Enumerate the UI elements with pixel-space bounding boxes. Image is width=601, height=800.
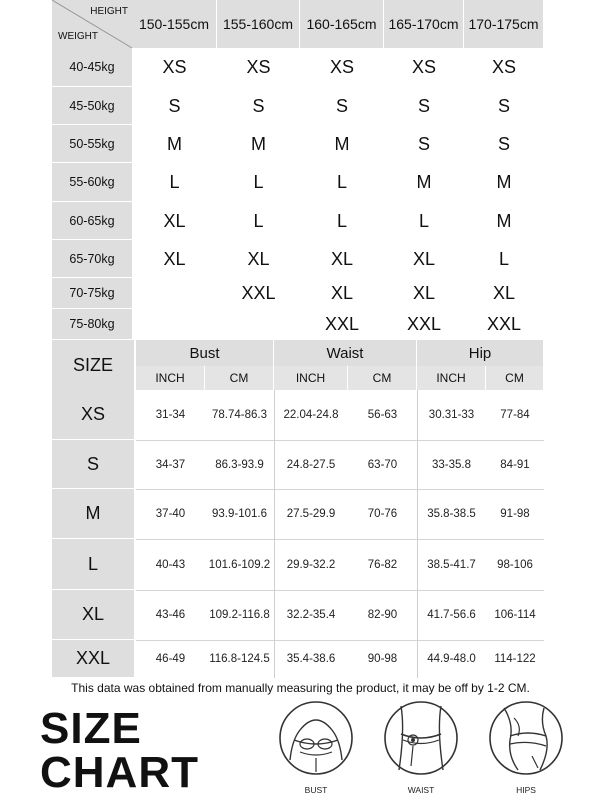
measurement-cell: 41.7-56.6 <box>427 609 476 621</box>
group-divider <box>417 390 418 678</box>
size-cell: XS <box>246 57 271 77</box>
size-cell: XS <box>491 57 516 77</box>
measurement-cell: 77-84 <box>500 409 530 421</box>
unit-sub-header: CM <box>205 366 273 390</box>
size-cell: XL <box>247 248 270 269</box>
corner-header-cell <box>52 0 132 48</box>
weight-row-header: 45-50kg <box>52 87 132 124</box>
size-cell: M <box>251 133 266 154</box>
size-row-header: M <box>52 489 134 538</box>
measure-group-header: Bust <box>136 340 273 366</box>
size-cell: S <box>335 95 348 116</box>
weight-row-header: 55-60kg <box>52 163 132 201</box>
weight-row-header: 75-80kg <box>52 309 132 339</box>
size-cell: S <box>417 133 430 154</box>
measurement-cell: 101.6-109.2 <box>208 558 271 571</box>
measurement-cell: 86.3-93.9 <box>215 458 264 471</box>
size-cell <box>217 309 300 340</box>
size-cell: M <box>416 172 432 192</box>
size-cell: XL <box>412 248 436 269</box>
height-axis-label: HEIGHT <box>90 6 128 17</box>
measurement-cell: 56-63 <box>367 409 398 421</box>
measurement-cell: 22.04-24.8 <box>283 409 339 421</box>
size-cell: XXL <box>241 283 276 303</box>
size-cell: M <box>496 210 512 231</box>
size-cell: S <box>497 133 510 154</box>
measurement-cell: 84-91 <box>500 458 530 471</box>
measurement-cell: 29.9-32.2 <box>286 558 336 571</box>
size-row-header: L <box>52 539 134 589</box>
hips-measure-icon <box>488 700 564 776</box>
size-cell: S <box>497 95 510 116</box>
size-cell: XL <box>330 248 354 269</box>
size-row-header: XXL <box>52 640 134 677</box>
measurement-cell: 27.5-29.9 <box>286 508 336 520</box>
weight-row-header: 65-70kg <box>52 240 132 277</box>
measurement-note: This data was obtained from manually measuring the product, it may be off by 1-2 CM. <box>71 681 530 695</box>
size-cell <box>132 309 217 340</box>
unit-sub-header: INCH <box>136 366 204 390</box>
size-cell: S <box>252 95 265 116</box>
size-cell: M <box>167 133 182 154</box>
row-divider <box>136 539 544 540</box>
waist-measure-icon <box>383 700 459 776</box>
measurement-cell: 32.2-35.4 <box>286 609 336 621</box>
size-cell: XL <box>163 248 186 269</box>
weight-row-header: 40-45kg <box>52 48 132 86</box>
size-chart-title-line1: SIZE <box>40 704 142 753</box>
row-divider <box>136 590 544 591</box>
height-column-header: 160-165cm <box>300 0 383 48</box>
measurement-cell: 91-98 <box>500 508 530 520</box>
waist-label: WAIST <box>407 785 435 795</box>
size-cell: XL <box>492 283 516 303</box>
measurement-cell: 44.9-48.0 <box>427 653 476 665</box>
unit-sub-header: CM <box>348 366 416 390</box>
size-cell: XL <box>330 283 354 303</box>
size-cell: XXL <box>324 314 360 334</box>
measurement-cell: 109.2-116.8 <box>209 609 270 621</box>
measurement-cell: 40-43 <box>155 558 186 571</box>
measurement-cell: 82-90 <box>367 609 398 621</box>
size-cell: S <box>168 95 181 116</box>
size-cell: XS <box>162 57 187 77</box>
measurement-cell: 98-106 <box>497 558 533 571</box>
size-cell: L <box>169 172 180 192</box>
measurement-cell: 46-49 <box>155 653 186 665</box>
size-cell: XL <box>163 210 186 231</box>
height-column-header: 170-175cm <box>464 0 543 48</box>
size-row-header: XS <box>52 390 134 439</box>
unit-sub-header: INCH <box>274 366 347 390</box>
measurement-cell: 63-70 <box>367 458 398 471</box>
measurement-cell: 34-37 <box>155 458 186 471</box>
weight-axis-label: WEIGHT <box>58 31 98 42</box>
measure-group-header: Hip <box>417 340 543 366</box>
size-cell: XXL <box>486 314 522 334</box>
size-header: SIZE <box>52 340 134 390</box>
size-cell: L <box>253 172 264 192</box>
unit-sub-header: INCH <box>417 366 485 390</box>
bust-measure-icon <box>278 700 354 776</box>
hips-label: HIPS <box>516 785 536 795</box>
size-row-header: XL <box>52 590 134 639</box>
size-cell: XL <box>412 283 436 303</box>
measurement-cell: 31-34 <box>155 409 186 421</box>
group-divider <box>274 390 275 678</box>
measurement-cell: 38.5-41.7 <box>427 558 476 571</box>
row-divider <box>136 489 544 490</box>
height-column-header: 155-160cm <box>217 0 299 48</box>
measurement-cell: 90-98 <box>367 653 398 665</box>
height-column-header: 150-155cm <box>132 0 216 48</box>
measurement-cell: 78.74-86.3 <box>212 409 267 421</box>
size-cell: L <box>336 210 347 231</box>
row-divider <box>136 440 544 441</box>
measure-group-header: Waist <box>274 340 416 366</box>
measurement-cell: 35.8-38.5 <box>427 508 476 520</box>
measurement-table <box>52 340 544 678</box>
measurement-cell: 37-40 <box>155 508 186 520</box>
size-cell: L <box>418 210 429 231</box>
size-cell <box>132 278 217 309</box>
measurement-cell: 114-122 <box>494 653 536 665</box>
unit-sub-header: CM <box>486 366 543 390</box>
size-row-header: S <box>52 440 134 488</box>
weight-row-header: 50-55kg <box>52 125 132 162</box>
weight-row-header: 60-65kg <box>52 202 132 239</box>
height-weight-table <box>52 0 544 340</box>
weight-row-header: 70-75kg <box>52 278 132 308</box>
measurement-cell: 33-35.8 <box>431 458 471 471</box>
size-cell: M <box>334 133 350 154</box>
measurement-cell: 70-76 <box>367 508 398 520</box>
height-column-header: 165-170cm <box>384 0 463 48</box>
size-chart-title-line2: CHART <box>40 748 199 797</box>
measurement-cell: 43-46 <box>155 609 186 621</box>
size-cell: L <box>336 172 347 192</box>
size-cell: XS <box>329 57 354 77</box>
size-cell: S <box>417 95 430 116</box>
size-cell: XS <box>411 57 436 77</box>
bust-label: BUST <box>304 785 328 795</box>
measurement-cell: 24.8-27.5 <box>286 458 336 471</box>
measurement-cell: 116.8-124.5 <box>209 653 270 665</box>
measurement-cell: 30.31-33 <box>428 409 475 421</box>
measurement-cell: 106-114 <box>494 609 536 621</box>
measurement-cell: 35.4-38.6 <box>286 653 336 665</box>
size-cell: L <box>253 210 264 231</box>
measurement-cell: 76-82 <box>367 558 398 571</box>
row-divider <box>136 640 544 641</box>
size-cell: M <box>496 172 512 192</box>
size-cell: L <box>498 248 509 269</box>
measurement-cell: 93.9-101.6 <box>212 508 267 520</box>
size-cell: XXL <box>406 314 442 334</box>
